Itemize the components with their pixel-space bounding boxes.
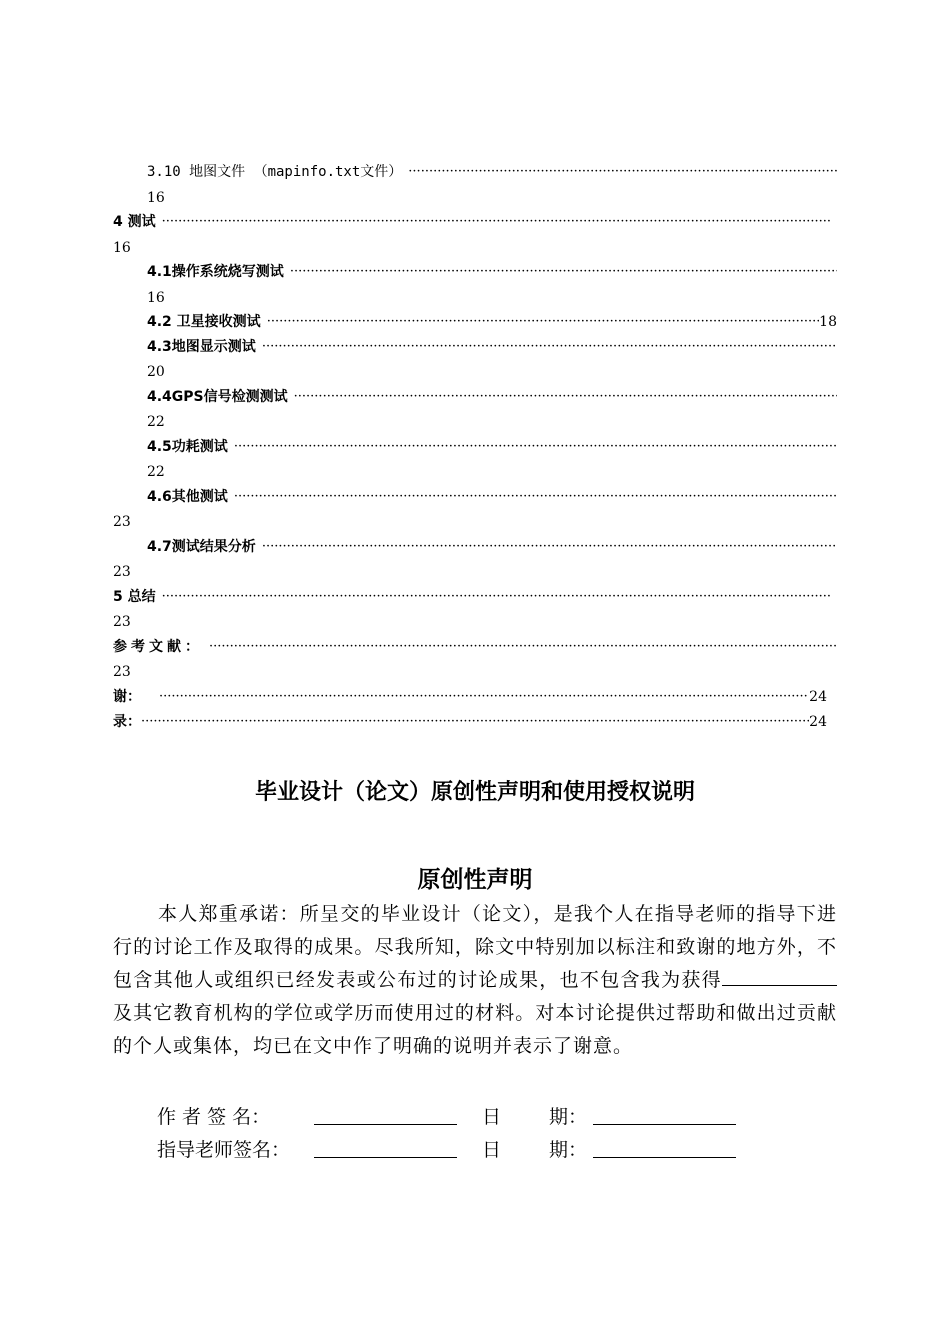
toc-leader — [234, 437, 837, 457]
toc-entry-page: 16 — [113, 240, 131, 256]
toc-entry[interactable] — [113, 333, 837, 357]
toc-entry-label: 3.10 地图文件 （mapinfo.txt文件） — [147, 164, 403, 180]
toc-entry[interactable] — [113, 208, 837, 232]
toc-leader — [267, 312, 819, 332]
toc-leader — [294, 387, 837, 407]
toc-entry[interactable] — [113, 483, 837, 507]
author-signature-row — [157, 1102, 837, 1132]
toc-leader — [141, 712, 809, 732]
toc-leader — [234, 487, 837, 507]
toc-entry-label: 4.4GPS信号检测测试 — [147, 389, 288, 405]
advisor-signature-field[interactable] — [314, 1157, 457, 1158]
toc-entry-label: 参考文献： — [113, 639, 203, 655]
toc-entry-label: 4.1操作系统烧写测试 — [147, 264, 284, 280]
toc-leader — [209, 637, 837, 657]
toc-entry-page: 20 — [147, 364, 165, 380]
toc-entry-label: 4.5功耗测试 — [147, 439, 228, 455]
toc-entry[interactable] — [113, 533, 837, 557]
toc-entry[interactable] — [113, 258, 837, 282]
toc-entry-label: 4.7测试结果分析 — [147, 539, 256, 555]
toc-leader — [262, 537, 837, 557]
toc-entry-page: 16 — [147, 290, 165, 306]
toc-entry-label: 录： — [113, 714, 141, 730]
toc-entry[interactable] — [113, 583, 837, 607]
toc-entry-page: 23 — [113, 514, 131, 530]
toc-entry[interactable] — [113, 633, 837, 657]
declaration-paragraph — [113, 898, 837, 1063]
toc-leader — [159, 687, 809, 707]
toc-leader — [262, 337, 837, 357]
date-label-suffix: 期： — [549, 1106, 588, 1128]
toc-entry-page: 22 — [147, 464, 165, 480]
toc-entry-label: 5 总结 — [113, 589, 156, 605]
toc-leader — [162, 212, 837, 232]
toc-entry[interactable] — [113, 683, 827, 707]
toc-entry[interactable] — [113, 383, 837, 407]
declaration-text-part2: 及其它教育机构的学位或学历而使用过的材料。对本讨论提供过帮助和做出过贡献的个人或集体，均已在文中作了明确的说明并表示了谢意。 — [113, 1002, 837, 1057]
date-label: 日 — [482, 1106, 502, 1128]
toc-entry-label: 谢： — [113, 689, 141, 705]
toc-entry-page: 24 — [809, 714, 827, 730]
author-signature-field[interactable] — [314, 1124, 457, 1125]
toc-leader — [408, 162, 837, 182]
degree-blank-line[interactable] — [722, 967, 837, 986]
toc-entry[interactable] — [113, 708, 827, 732]
declaration-section-title: 原创性声明 — [417, 867, 533, 893]
toc-entry-label: 4.6其他测试 — [147, 489, 228, 505]
toc-entry-page: 24 — [809, 689, 827, 705]
advisor-sign-label: 指导老师签名： — [157, 1139, 291, 1161]
toc-entry[interactable] — [113, 433, 837, 457]
author-date-field[interactable] — [593, 1124, 736, 1125]
toc-entry-label: 4.2 卫星接收测试 — [147, 314, 261, 330]
date-label-suffix: 期： — [549, 1139, 588, 1161]
toc-leader — [290, 262, 837, 282]
toc-entry-page: 22 — [147, 414, 165, 430]
toc-entry-label: 4 测试 — [113, 214, 156, 230]
toc-entry-page: 23 — [113, 664, 131, 680]
author-sign-label: 作 者 签 名： — [157, 1106, 271, 1128]
toc-entry[interactable] — [113, 308, 837, 332]
toc-entry-page: 23 — [113, 564, 131, 580]
toc-entry-page: 23 — [113, 614, 131, 630]
advisor-date-field[interactable] — [593, 1157, 736, 1158]
toc-entry[interactable] — [113, 158, 837, 182]
toc-entry-page: 18 — [819, 314, 837, 330]
toc-entry-page: 16 — [147, 190, 165, 206]
declaration-main-title: 毕业设计（论文）原创性声明和使用授权说明 — [254, 780, 695, 805]
toc-entry-label: 4.3地图显示测试 — [147, 339, 256, 355]
advisor-signature-row — [157, 1135, 837, 1165]
declaration-text-part1: 本人郑重承诺：所呈交的毕业设计（论文），是我个人在指导老师的指导下进行的讨论工作及取得的成果。尽我所知，除文中特别加以标注和致谢的地方外，不包含其他人或组织已经发表或公布过的讨论成果，也不包含我为获得 — [113, 903, 837, 991]
date-label: 日 — [482, 1139, 502, 1161]
toc-leader — [162, 587, 837, 607]
